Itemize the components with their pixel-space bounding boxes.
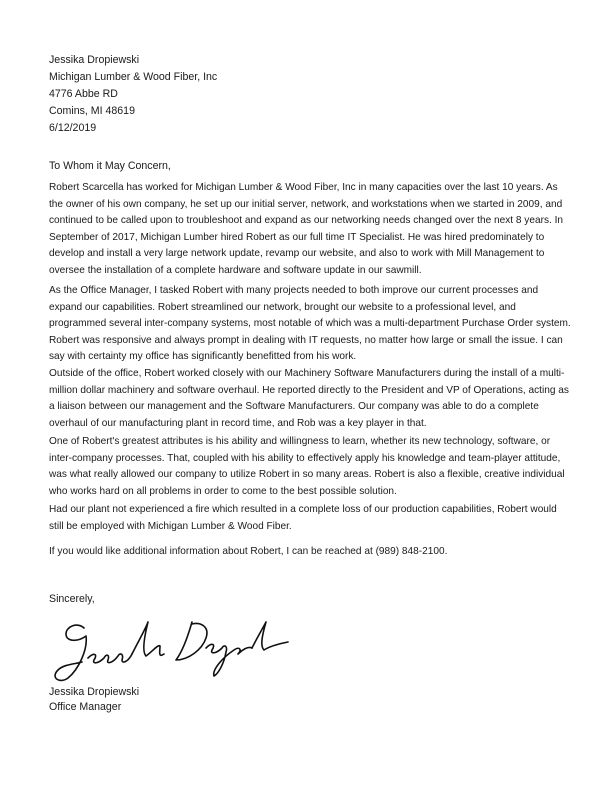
sender-address-block [49, 52, 217, 137]
body-paragraph-6: If you would like additional information about Robert, I can be reached at (989) 848-2100. [49, 546, 448, 557]
sender-street: 4776 Abbe RD [49, 88, 118, 100]
letter-date: 6/12/2019 [49, 122, 97, 134]
sender-name: Jessika Dropiewski [49, 54, 140, 66]
handwritten-signature [42, 612, 302, 692]
body-paragraph-1: Robert Scarcella has worked for Michigan Lumber & Wood Fiber, Inc in many capacities over the last 10 years. As the owner of his own company, he set up our initial server, network, and workstations when we started in 2009, and continued to be called upon to troubleshoot and expand as our networking needs changed over the next 8 years. In September of 2017, Michigan Lumber hired Robert as our full time IT Specialist. He was hired predominately to develop and install a very large network update, revamp our website, and also to work with Mill Management to oversee the installation of a complete hardware and software update in our sawmill. [49, 182, 564, 276]
salutation: To Whom it May Concern, [49, 160, 171, 172]
body-paragraph-5: Had our plant not experienced a fire which resulted in a complete loss of our production capabilities, Robert would still be employed with Michigan Lumber & Wood Fiber. [49, 504, 557, 532]
signature-block [49, 685, 139, 715]
sender-city: Comins, MI 48619 [49, 105, 135, 117]
body-paragraph-2: As the Office Manager, I tasked Robert with many projects needed to both improve our current processes and expand our capabilities. Robert streamlined our network, brought our website to a professional level, and programmed several inter-company systems, most notable of which was a multi-department Purchase Order system. Robert was responsive and always prompt in dealing with IT requests, no matter how large or small the issue. I can say with certainty my office has significantly benefitted from his work. [49, 285, 571, 362]
signer-title: Office Manager [49, 701, 122, 713]
sender-company: Michigan Lumber & Wood Fiber, Inc [49, 71, 218, 83]
body-paragraph-3: Outside of the office, Robert worked closely with our Machinery Software Manufacturers during the install of a multi-million dollar machinery and software overhaul. He reported directly to the President and VP of Operations, acting as a liaison between our management and the Software Manufacturers. Our company was able to do a complete overhaul of our manufacturing plant in record time, and Rob was a key player in that. [49, 368, 569, 429]
closing: Sincerely, [49, 593, 95, 605]
body-paragraph-4: One of Robert's greatest attributes is his ability and willingness to learn, whether its new technology, software, or inter-company processes. That, coupled with his ability to effectively apply his knowledge and team-player attitude, was what really allowed our company to utilize Robert in so many areas. Robert is also a flexible, creative individual who works hard on all problems in order to come to the best possible solution. [49, 436, 565, 497]
signer-name: Jessika Dropiewski [49, 686, 140, 698]
